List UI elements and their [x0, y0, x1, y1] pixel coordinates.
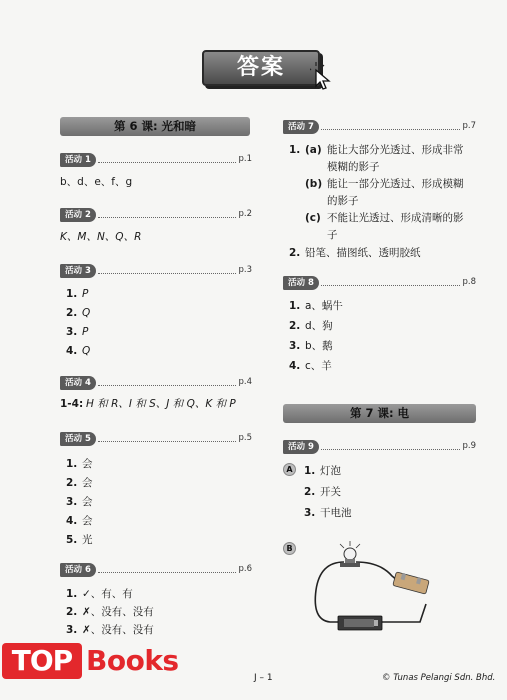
leader-dots: [98, 162, 236, 163]
list-item: (c) 不能让光透过、形成清晰的影: [305, 212, 464, 224]
wire: [356, 562, 397, 584]
activity-8-header: [283, 276, 476, 290]
list-item: 5. 光: [66, 534, 93, 546]
list-item: 3. P: [66, 326, 89, 338]
page-ref: p.4: [238, 377, 252, 387]
cursor-icon: [310, 62, 336, 90]
page-ref: p.5: [238, 433, 252, 443]
leader-dots: [321, 449, 460, 450]
list-item: 4. c、羊: [289, 360, 332, 372]
list-item: 3. 会: [66, 496, 93, 508]
list-item: 2. d、狗: [289, 320, 333, 332]
activity-2-answer: K、M、N、Q、R: [60, 231, 142, 243]
leader-dots: [98, 572, 236, 573]
list-item: 1. 会: [66, 458, 93, 470]
activity-tag: 活动 9: [283, 440, 319, 454]
list-item: (b) 能让一部分光透过、形成模糊: [305, 178, 464, 190]
activity-tag: 活动 5: [60, 432, 96, 446]
list-item: 1. (a) 能让大部分光透过、形成非常: [289, 144, 464, 156]
battery-icon: [338, 616, 382, 630]
page-ref: p.6: [238, 564, 252, 574]
leader-dots: [321, 285, 460, 286]
page-number: J – 1: [254, 673, 273, 683]
copyright: © Tunas Pelangi Sdn. Bhd.: [382, 673, 496, 683]
topbooks-logo: [0, 635, 182, 680]
list-item: 1. a、蜗牛: [289, 300, 343, 312]
activity-3-header: [60, 264, 252, 278]
leader-dots: [98, 273, 236, 274]
wire: [380, 604, 426, 622]
activity-6-header: [60, 563, 252, 577]
activity-tag: 活动 8: [283, 276, 319, 290]
leader-dots: [321, 129, 460, 130]
list-item: 2. 开关: [304, 486, 341, 498]
list-item: 4. 会: [66, 515, 93, 527]
page-ref: p.8: [462, 277, 476, 287]
activity-tag: 活动 3: [60, 264, 96, 278]
list-item: 1. P: [66, 288, 89, 300]
wire: [315, 562, 344, 622]
circuit-diagram: [300, 540, 440, 640]
activity-tag: 活动 4: [60, 376, 96, 390]
activity-1-header: [60, 153, 252, 167]
activity-7-header: [283, 120, 476, 134]
list-item: 3. 干电池: [304, 507, 352, 519]
activity-tag: 活动 6: [60, 563, 96, 577]
section-header-lesson-6: 第 6 课: 光和暗: [60, 117, 250, 136]
list-item: 3. ✗、没有、没有: [66, 624, 154, 636]
bulb-icon: [340, 541, 360, 567]
leader-dots: [98, 441, 236, 442]
leader-dots: [98, 217, 236, 218]
list-item: 2. 铅笔、描图纸、透明胶纸: [289, 247, 421, 259]
list-item: 4. Q: [66, 345, 91, 357]
activity-4-answer: 1-4: H 和 R、I 和 S、J 和 Q、K 和 P: [60, 398, 236, 410]
activity-4-header: [60, 376, 252, 390]
part-b-marker: B: [283, 542, 296, 555]
activity-9-header: [283, 440, 476, 454]
list-item: 3. b、鹅: [289, 340, 333, 352]
activity-tag: 活动 7: [283, 120, 319, 134]
activity-tag: 活动 2: [60, 208, 96, 222]
list-item-continuation: 的影子: [327, 195, 359, 207]
logo-top: TOP: [2, 643, 82, 679]
list-item-continuation: 模糊的影子: [327, 161, 380, 173]
list-item: 2. 会: [66, 477, 93, 489]
leader-dots: [98, 385, 236, 386]
title-banner: [202, 50, 334, 90]
list-item: 1. ✓、有、有: [66, 588, 133, 600]
switch-icon: [393, 572, 429, 594]
list-item: 1. 灯泡: [304, 465, 341, 477]
section-header-lesson-7: 第 7 课: 电: [283, 404, 476, 423]
page-ref: p.3: [238, 265, 252, 275]
page-ref: p.2: [238, 209, 252, 219]
page-ref: p.9: [462, 441, 476, 451]
activity-5-header: [60, 432, 252, 446]
list-item: 2. ✗、没有、没有: [66, 606, 154, 618]
page-ref: p.1: [238, 154, 252, 164]
list-item: 2. Q: [66, 307, 91, 319]
part-a-marker: A: [283, 463, 296, 476]
activity-1-answer: b、d、e、f、g: [60, 176, 133, 188]
page-title: 答案: [202, 50, 320, 86]
page-ref: p.7: [462, 121, 476, 131]
activity-tag: 活动 1: [60, 153, 96, 167]
logo-books: Books: [86, 644, 179, 677]
list-item-continuation: 子: [327, 229, 338, 241]
activity-2-header: [60, 208, 252, 222]
